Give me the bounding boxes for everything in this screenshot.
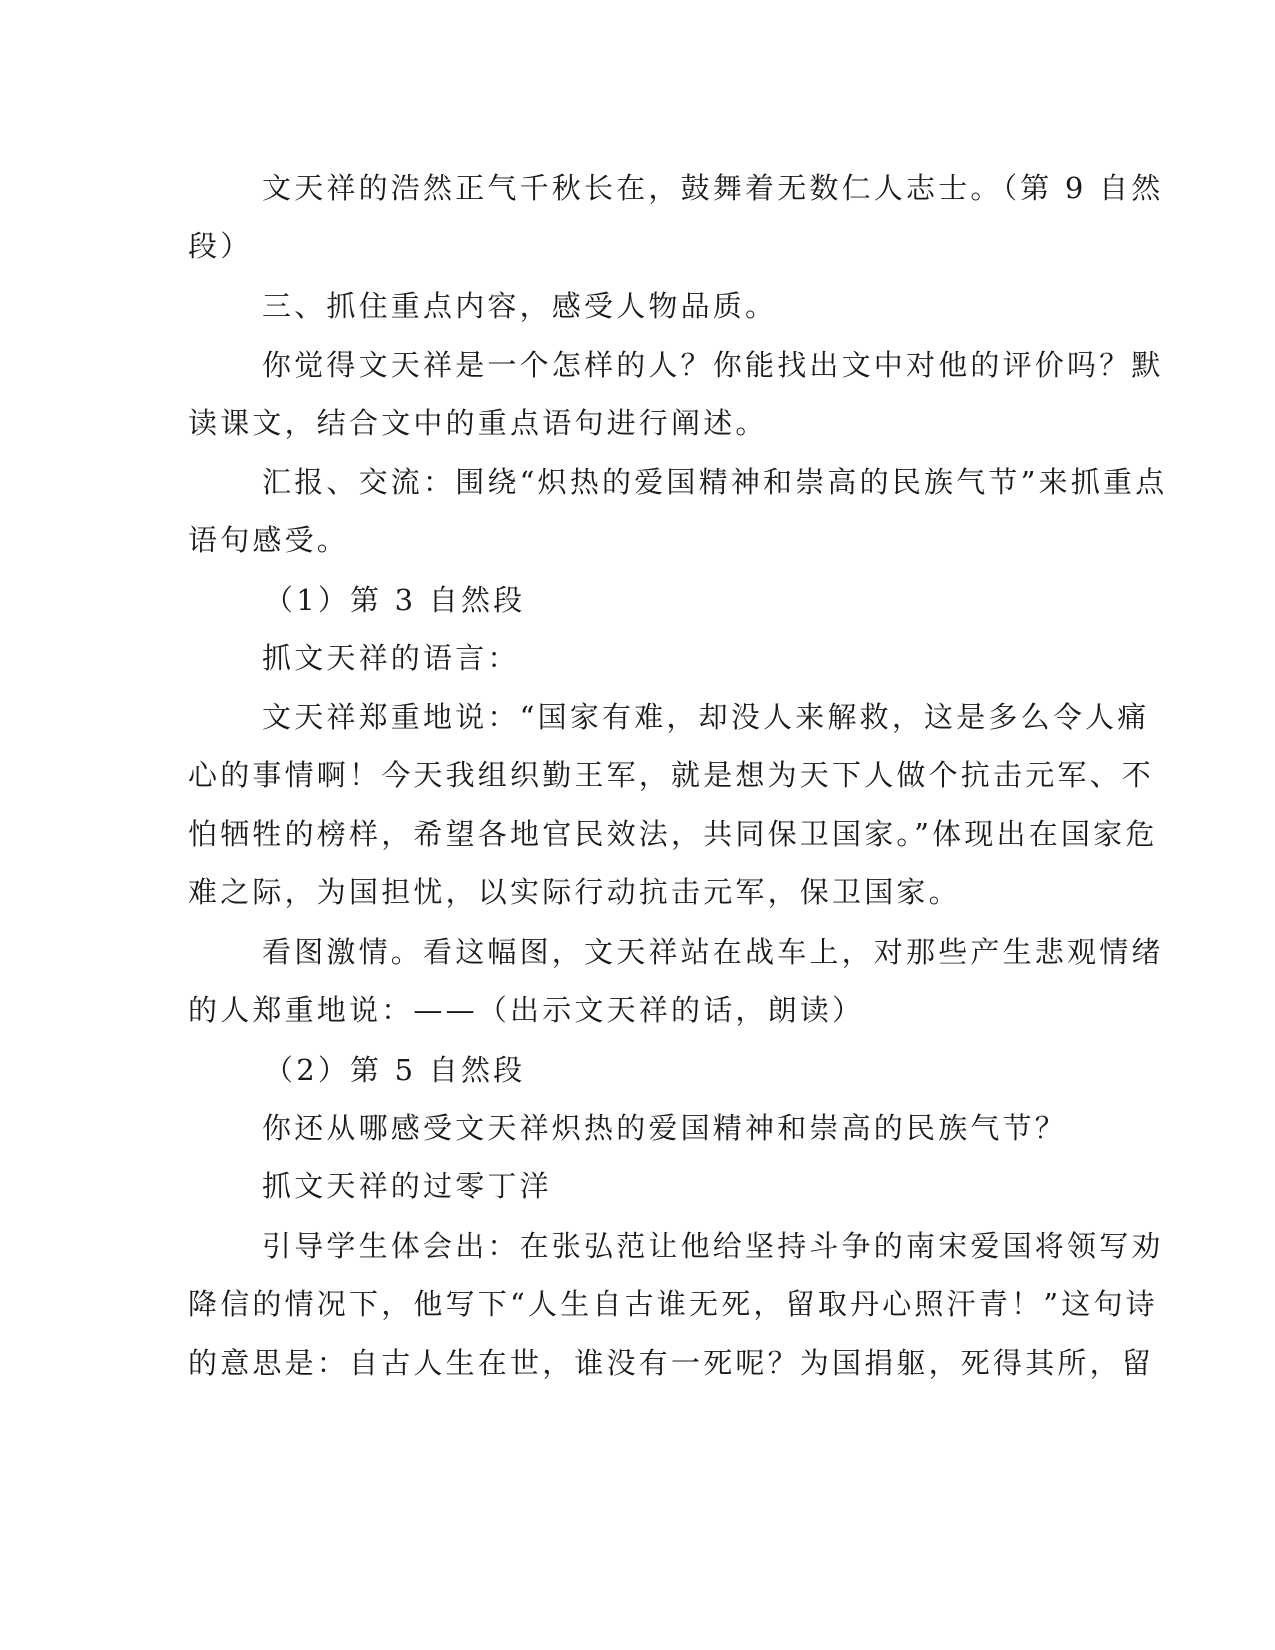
paragraph-line: 难之际，为国担忧，以实际行动抗击元军，保卫国家。 <box>188 875 961 909</box>
subsection-heading: （2）第 5 自然段 <box>264 1053 526 1087</box>
paragraph-line: 你还从哪感受文天祥炽热的爱国精神和崇高的民族气节？ <box>262 1111 1068 1145</box>
paragraph-line: 你觉得文天祥是一个怎样的人？你能找出文中对他的评价吗？默 <box>262 348 1164 382</box>
paragraph-line: 汇报、交流：围绕“炽热的爱国精神和崇高的民族气节”来抓重点 <box>262 465 1168 499</box>
paragraph-line: 怕牺牲的榜样，希望各地官民效法，共同保卫国家。”体现出在国家危 <box>188 817 1158 851</box>
paragraph-line: 文天祥的浩然正气千秋长在，鼓舞着无数仁人志士。（第 9 自然 <box>262 171 1164 205</box>
subsection-heading: （1）第 3 自然段 <box>264 583 526 617</box>
paragraph-line: 降信的情况下，他写下“人生自古谁无死，留取丹心照汗青！”这句诗 <box>188 1287 1158 1321</box>
paragraph-line: 的人郑重地说：——（出示文天祥的话，朗读） <box>188 993 865 1027</box>
paragraph-line: 段） <box>188 229 253 263</box>
paragraph-line: 心的事情啊！今天我组织勤王军，就是想为天下人做个抗击元军、不 <box>188 758 1155 792</box>
section-heading: 三、抓住重点内容，感受人物品质。 <box>262 289 778 323</box>
paragraph-line: 引导学生体会出：在张弘范让他给坚持斗争的南宋爱国将领写劝 <box>262 1229 1164 1263</box>
paragraph-line: 读课文，结合文中的重点语句进行阐述。 <box>188 406 768 440</box>
paragraph-line: 抓文天祥的语言： <box>262 641 520 675</box>
paragraph-line: 看图激情。看这幅图，文天祥站在战车上，对那些产生悲观情绪 <box>262 935 1164 969</box>
paragraph-line: 文天祥郑重地说：“国家有难，却没人来解救，这是多么令人痛 <box>262 700 1150 734</box>
paragraph-line: 的意思是：自古人生在世，谁没有一死呢？为国捐躯，死得其所，留 <box>188 1346 1155 1380</box>
paragraph-line: 抓文天祥的过零丁洋 <box>262 1169 552 1203</box>
paragraph-line: 语句感受。 <box>188 523 350 557</box>
